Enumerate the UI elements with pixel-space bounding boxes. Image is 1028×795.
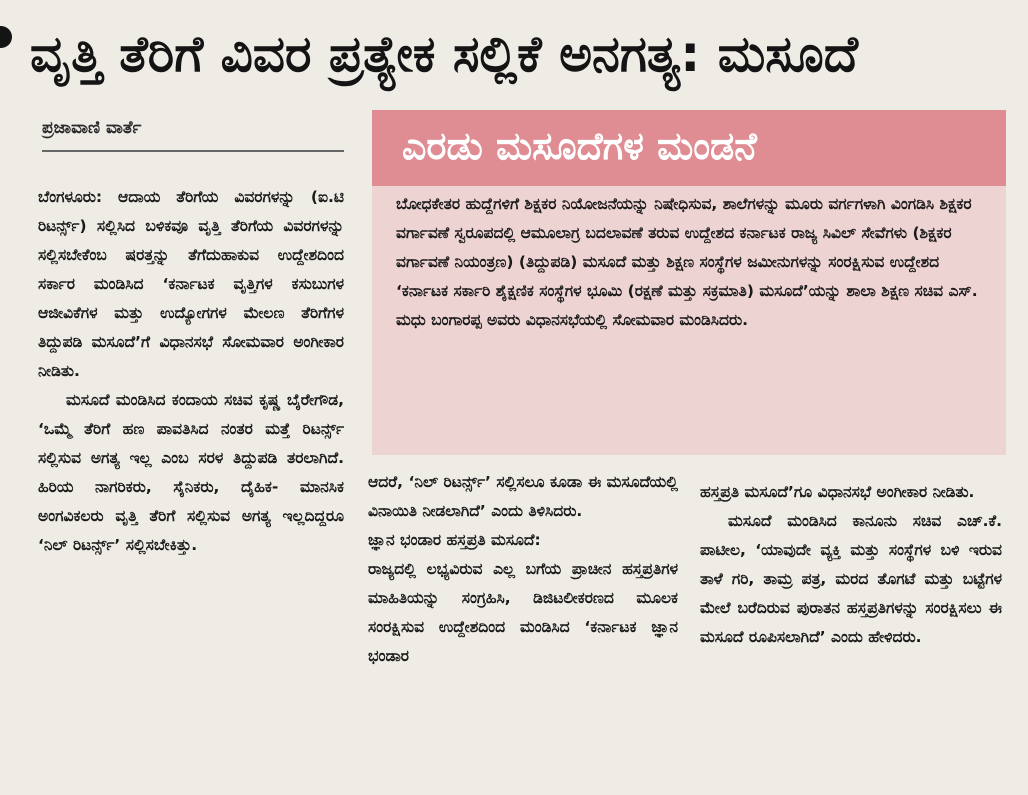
byline: ಪ್ರಜಾವಾಣಿ ವಾರ್ತೆ [42,118,142,138]
column3-paragraph-2: ಮಸೂದೆ ಮಂಡಿಸಿದ ಕಾನೂನು ಸಚಿವ ಎಚ್.ಕೆ. ಪಾಟೀಲ, ‘ಯಾವುದೇ ವ್ಯಕ್ತಿ ಮತ್ತು ಸಂಸ್ಥೆಗಳ ಬಳಿ ಇರುವ ತಾಳೆ ಗರಿ, ತಾಮ್ರ ಪತ್ರ, ಮರದ ತೊಗಟೆ ಮತ್ತು ಬಟ್ಟೆಗಳ ಮೇಲೆ ಬರೆದಿರುವ ಪುರಾತನ ಹಸ್ತಪ್ರತಿಗಳನ್ನು ಸಂರಕ್ಷಿಸಲು ಈ ಮಸೂದೆ ರೂಪಿಸಲಾಗಿದೆ’ ಎಂದು ಹೇಳಿದರು. [700,512,1002,646]
sidebar-box-body: ಬೋಧಕೇತರ ಹುದ್ದೆಗಳಿಗೆ ಶಿಕ್ಷಕರ ನಿಯೋಜನೆಯನ್ನು ನಿಷೇಧಿಸುವ, ಶಾಲೆಗಳನ್ನು ಮೂರು ವರ್ಗಗಳಾಗಿ ವಿಂಗಡಿಸಿ ಶಿಕ್ಷಕರ ವರ್ಗಾವಣೆ ಸ್ವರೂಪದಲ್ಲಿ ಆಮೂಲಾಗ್ರ ಬದಲಾವಣೆ ತರುವ ಉದ್ದೇಶದ ಕರ್ನಾಟಕ ರಾಜ್ಯ ಸಿವಿಲ್ ಸೇವೆಗಳು (ಶಿಕ್ಷಕರ ವರ್ಗಾವಣೆ ನಿಯಂತ್ರಣ) (ತಿದ್ದುಪಡಿ) ಮಸೂದೆ ಮತ್ತು ಶಿಕ್ಷಣ ಸಂಸ್ಥೆಗಳ ಜಮೀನುಗಳನ್ನು ಸಂರಕ್ಷಿಸುವ ಉದ್ದೇಶದ ‘ಕರ್ನಾಟಕ ಸರ್ಕಾರಿ ಶೈಕ್ಷಣಿಕ ಸಂಸ್ಥೆಗಳ ಭೂಮಿ (ರಕ್ಷಣೆ ಮತ್ತು ಸಕ್ರಮಾತಿ) ಮಸೂದೆ’ಯನ್ನು ಶಾಲಾ ಶಿಕ್ಷಣ ಸಚಿವ ಎಸ್. ಮಧು ಬಂಗಾರಪ್ಪ ಅವರು ವಿಧಾನಸಭೆಯಲ್ಲಿ ಸೋಮವಾರ ಮಂಡಿಸಿದರು. [396,195,978,329]
byline-divider [42,150,344,152]
column1-paragraph-2: ಮಸೂದೆ ಮಂಡಿಸಿದ ಕಂದಾಯ ಸಚಿವ ಕೃಷ್ಣ ಬೈರೇಗೌಡ, ‘ಒಮ್ಮೆ ತೆರಿಗೆ ಹಣ ಪಾವತಿಸಿದ ನಂತರ ಮತ್ತೆ ರಿಟರ್ನ್ಸ್ ಸಲ್ಲಿಸುವ ಅಗತ್ಯ ಇಲ್ಲ ಎಂಬ ಸರಳ ತಿದ್ದುಪಡಿ ತರಲಾಗಿದೆ. ಹಿರಿಯ ನಾಗರಿಕರು, ಸೈನಿಕರು, ದೈಹಿಕ- ಮಾನಸಿಕ ಅಂಗವಿಕಲರು ವೃತ್ತಿ ತೆರಿಗೆ ಸಲ್ಲಿಸುವ ಅಗತ್ಯ ಇಲ್ಲದಿದ್ದರೂ ‘ನಿಲ್ ರಿಟರ್ನ್ಸ್’ ಸಲ್ಲಿಸಬೇಕಿತ್ತು. [38,391,344,554]
sidebar-box [372,110,1006,455]
sidebar-box-header [372,110,1006,186]
sidebar-box-title: ಎರಡು ಮಸೂದೆಗಳ ಮಂಡನೆ [402,124,757,168]
column3-paragraph-1: ಹಸ್ತಪ್ರತಿ ಮಸೂದೆ’ಗೂ ವಿಧಾನಸಭೆ ಅಂಗೀಕಾರ ನೀಡಿತು. [700,483,975,501]
column2-paragraph-2: ರಾಜ್ಯದಲ್ಲಿ ಲಭ್ಯವಿರುವ ಎಲ್ಲ ಬಗೆಯ ಪ್ರಾಚೀನ ಹಸ್ತಪ್ರತಿಗಳ ಮಾಹಿತಿಯನ್ನು ಸಂಗ್ರಹಿಸಿ, ಡಿಜಿಟಲೀಕರಣದ ಮೂಲಕ ಸಂರಕ್ಷಿಸುವ ಉದ್ದೇಶದಿಂದ ಮಂಡಿಸಿದ ‘ಕರ್ನಾಟಕ ಜ್ಞಾನ ಭಂಡಾರ [368,560,678,665]
column1-paragraph-1: ಬೆಂಗಳೂರು: ಆದಾಯ ತೆರಿಗೆಯ ವಿವರಗಳನ್ನು (ಐ.ಟಿ ರಿಟರ್ನ್ಸ್) ಸಲ್ಲಿಸಿದ ಬಳಿಕವೂ ವೃತ್ತಿ ತೆರಿಗೆಯ ವಿವರಗಳನ್ನು ಸಲ್ಲಿಸಬೇಕೆಂಬ ಷರತ್ತನ್ನು ತೆಗೆದುಹಾಕುವ ಉದ್ದೇಶದಿಂದ ಸರ್ಕಾರ ಮಂಡಿಸಿದ ‘ಕರ್ನಾಟಕ ವೃತ್ತಿಗಳ ಕಸುಬುಗಳ ಆಜೀವಿಕೆಗಳ ಮತ್ತು ಉದ್ಯೋಗಗಳ ಮೇಲಣ ತೆರಿಗೆಗಳ ತಿದ್ದುಪಡಿ ಮಸೂದೆ’ಗೆ ವಿಧಾನಸಭೆ ಸೋಮವಾರ ಅಂಗೀಕಾರ ನೀಡಿತು. [38,188,344,380]
bullet-mark [0,26,12,48]
article-column-2 [368,468,678,671]
article-column-1 [38,183,344,560]
article-column-3 [700,478,1002,652]
headline: ವೃತ್ತಿ ತೆರಿಗೆ ವಿವರ ಪ್ರತ್ಯೇಕ ಸಲ್ಲಿಕೆ ಅನಗತ್ಯ: ಮಸೂದೆ [30,25,858,83]
column2-subhead: ಜ್ಞಾನ ಭಂಡಾರ ಹಸ್ತಪ್ರತಿ ಮಸೂದೆ: [368,531,541,549]
column2-paragraph-1: ಆದರೆ, ‘ನಿಲ್ ರಿಟರ್ನ್ಸ್’ ಸಲ್ಲಿಸಲೂ ಕೂಡಾ ಈ ಮಸೂದೆಯಲ್ಲಿ ವಿನಾಯಿತಿ ನೀಡಲಾಗಿದೆ’ ಎಂದು ತಿಳಿಸಿದರು. [368,473,678,520]
